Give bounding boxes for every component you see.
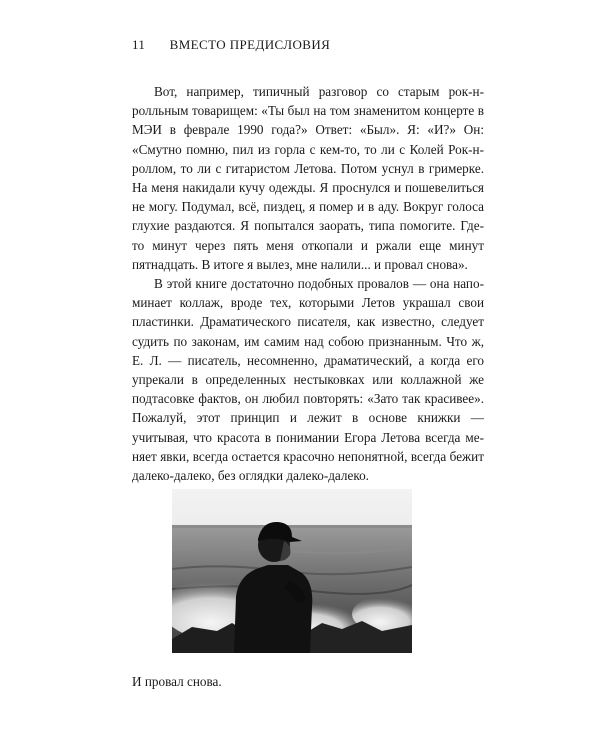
photo-caption: И провал снова. (132, 674, 222, 689)
photo (172, 489, 412, 653)
running-head (132, 37, 330, 53)
paragraph-1: Вот, например, типичный разговор со старым рок-н-ролльным товарищем: «Ты был на том знаменитом концерте в МЭИ в феврале 1990 года?» Ответ: «Был». Я: «И?» Он: «Смутно помню, пил из горла с кем-то, то ли с Колей Рок-н-роллом, то ли с гитаристом Летова. Потом уснул в гримерке. На меня накидали кучу одежды. Я проснулся и пошевелиться не могу. Подумал, всё, пиздец, я помер и в аду. Вокруг голоса глухие раздаются. Я попытался заорать, типа помогите. Где-то минут через пять меня откопали и ржали еще минут пятнадцать. В итоге я вылез, мне налили... и провал снова». (132, 84, 484, 272)
photo-image (172, 489, 412, 653)
section-title: ВМЕСТО ПРЕДИСЛОВИЯ (169, 37, 331, 52)
body-text (132, 82, 484, 485)
paragraph-2: В этой книге достаточно подобных провалов — она напоминает коллаж, вроде тех, которыми Летов украшал свои пластинки. Драматического писателя, как известно, следует судить по законам, им самим над собою признанным. Что ж, Е. Л. — писатель, несомненно, драматический, а когда его упрекали в определенных нестыковках или коллажной же подтасовке фактов, он любил повторять: «Зато так красивее». Пожалуй, этот принцип и лежит в основе книжки — учитывая, что красота в понимании Егора Летова всегда меняет явки, всегда остается красочно непонятной, всегда бежит далеко-далеко, без оглядки далеко-далеко. (132, 276, 484, 484)
page-number: 11 (132, 37, 146, 52)
